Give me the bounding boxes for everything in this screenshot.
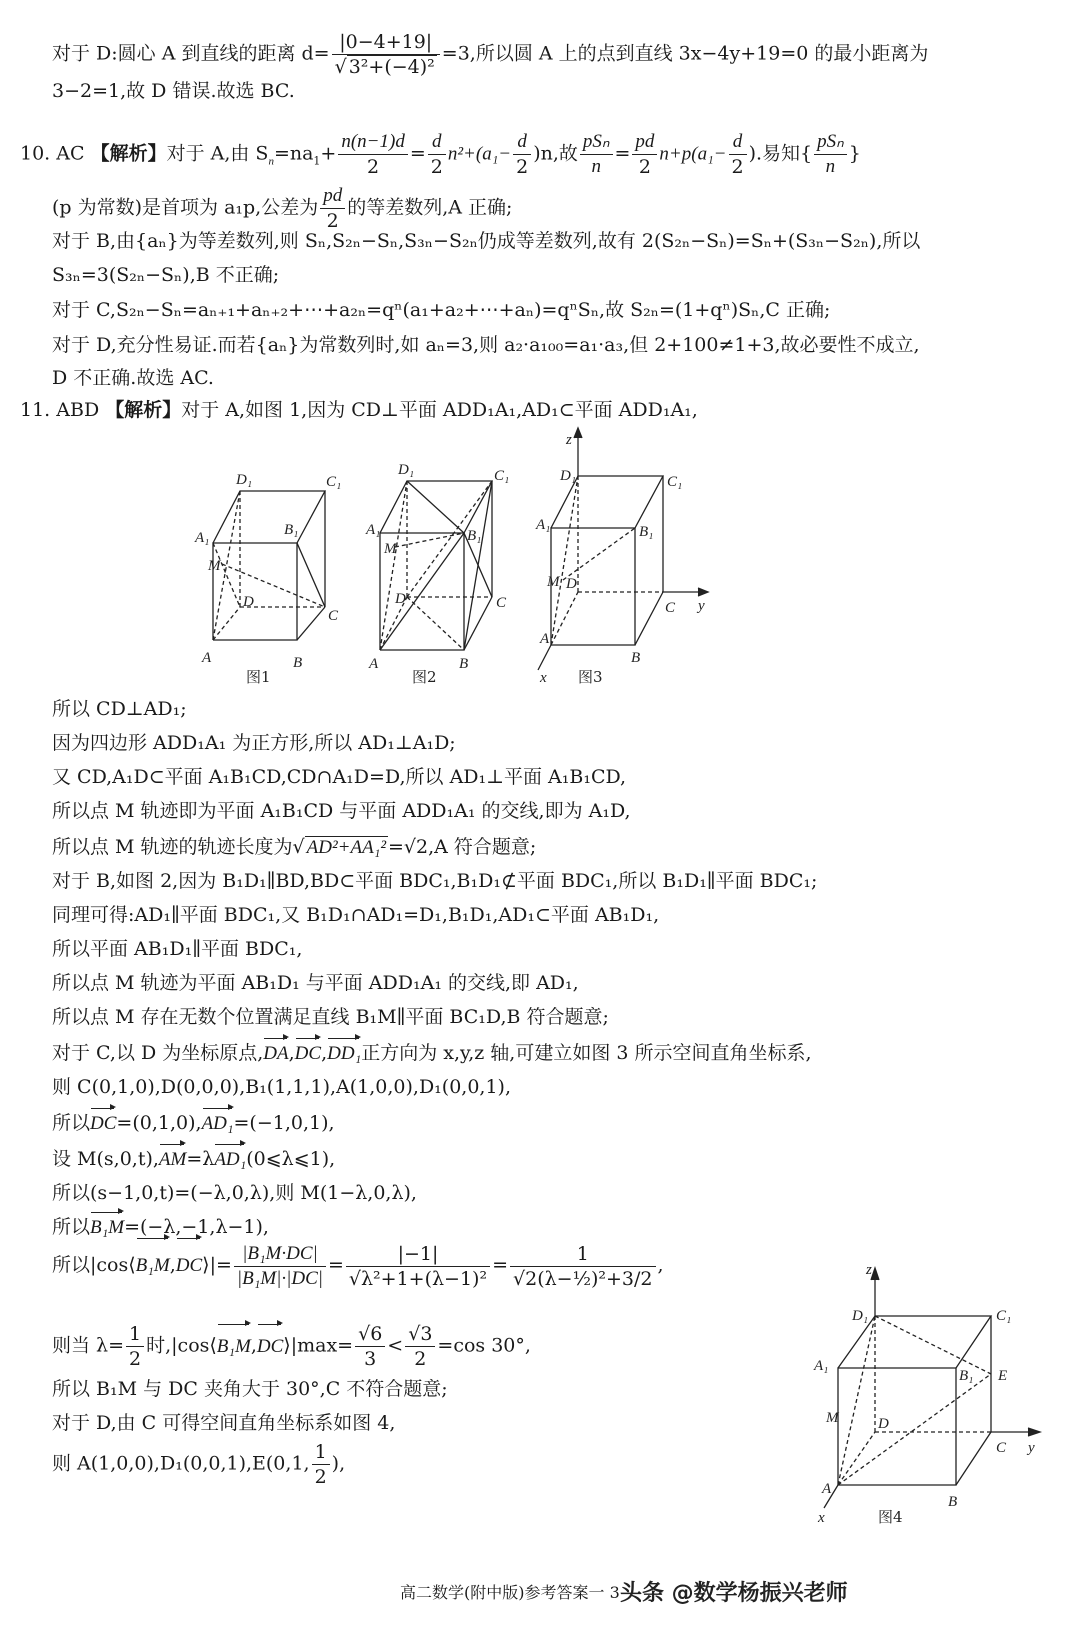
fraction <box>428 130 446 179</box>
text: 所以 <box>52 1216 91 1238</box>
fraction <box>814 130 847 179</box>
text: )n,故 <box>533 142 578 165</box>
text-line: 对于 D,由 C 可得空间直角坐标系如图 4, <box>52 1412 396 1434</box>
analysis-tag: 【解析】 <box>105 399 182 421</box>
label-m: M <box>208 558 221 574</box>
cube-figure-1 <box>213 491 325 640</box>
fraction <box>126 1322 144 1371</box>
text: =(0,1,0), <box>116 1112 202 1134</box>
text-line: 又 CD,A₁D⊂平面 A₁B₁CD,CD∩A₁D=D,所以 AD₁⊥平面 A₁B₁CD, <box>52 766 627 788</box>
text: 所以点 M 轨迹的轨迹长度为√ <box>52 836 305 858</box>
label-c1: C₁ <box>667 474 683 490</box>
vector: DC <box>176 1241 202 1291</box>
denominator: √ 3²+(−4)² <box>334 56 435 78</box>
text: 对于 C,以 D 为坐标原点, <box>52 1042 264 1064</box>
label-d: D <box>566 576 577 592</box>
numerator: d <box>428 130 446 155</box>
label-b: B <box>293 655 303 671</box>
figures-1-3 <box>180 420 900 695</box>
label-a: A <box>822 1481 832 1497</box>
text: 的等差数列,A 正确; <box>347 196 513 219</box>
page-footer <box>0 1580 1080 1610</box>
numerator: |B₁M·DC| <box>234 1242 326 1267</box>
fraction <box>405 1322 435 1371</box>
text: 则当 λ= <box>52 1334 125 1357</box>
label-a: A <box>540 631 550 647</box>
text: =(−λ,−1,λ−1), <box>124 1216 269 1238</box>
denominator: 2 <box>731 156 744 178</box>
text: 正方向为 x,y,z 轴,可建立如图 3 所示空间直角坐标系, <box>361 1042 812 1064</box>
label-a1: A₁ <box>536 517 551 533</box>
text: 则 A(1,0,0),D₁(0,0,1),E(0,1, <box>52 1452 310 1475</box>
text: ), <box>331 1452 346 1475</box>
label-z: z <box>566 432 572 448</box>
label-a1: A₁ <box>366 522 381 538</box>
text-line: 对于 D,充分性易证.而若{aₙ}为常数列时,如 aₙ=3,则 a₂·a₁₀₀=a₁·a₃,但 2+100≠1+3,故必要性不成立, <box>52 334 920 356</box>
fraction <box>355 1322 385 1371</box>
question-number: 10. AC <box>20 142 85 165</box>
text: =cos 30°, <box>437 1334 531 1357</box>
text: =(−1,0,1), <box>233 1112 335 1134</box>
cube-figure-2 <box>380 481 492 650</box>
vector: B₁M <box>90 1215 124 1241</box>
label-m: M <box>384 541 397 557</box>
text-line <box>52 1110 335 1137</box>
numerator: 1 <box>312 1440 330 1465</box>
numerator: pSₙ <box>814 130 847 155</box>
label-b1: B₁ <box>284 522 299 538</box>
label-b: B <box>459 656 469 672</box>
text: (p 为常数)是首项为 a₁p,公差为 <box>52 196 319 219</box>
vector: B₁M <box>217 1327 251 1367</box>
text: (0⩽λ⩽1), <box>246 1148 336 1170</box>
fraction <box>320 184 345 233</box>
question-10: 10. AC 【解析】对于 A,由 $S_n=na_1+$ $\frac{n(n-1)d}{2}$ = $\frac{d}{2}$ n²+(a₁− $\frac{d}{2}$ )n,故 $\frac{\text{pSₙ}}{n}$ = $\frac{pd}{2}$ n+p(a₁− $\frac{d}{2}$ ).易知{ $\frac{\text{pSₙ}}{n}$ } <box>20 131 861 178</box>
text: =λ <box>186 1148 215 1170</box>
text-line: 所以 CD⊥AD₁; <box>52 698 187 720</box>
figure-labels <box>813 1262 1035 1526</box>
text-line <box>52 30 928 79</box>
text-line <box>52 1146 335 1173</box>
fraction <box>338 130 407 179</box>
text: } <box>848 142 861 165</box>
figure-caption: 图3 <box>578 668 603 686</box>
question-number: 11. ABD <box>20 399 100 421</box>
radicand: AD²+AA₁² <box>306 837 387 858</box>
label-a1: A₁ <box>195 530 210 546</box>
denominator: 2 <box>129 1348 142 1370</box>
label-d1: D₁ <box>852 1308 869 1324</box>
denominator: 2 <box>414 1348 427 1370</box>
text: < <box>387 1334 404 1357</box>
text: ).易知{ <box>748 142 813 165</box>
text: =na <box>273 142 314 165</box>
text-line: 所以点 M 存在无数个位置满足直线 B₁M∥平面 BC₁D,B 符合题意; <box>52 1006 609 1028</box>
fraction <box>234 1242 326 1291</box>
label-z: z <box>866 1262 872 1278</box>
text-line: 所以点 M 轨迹为平面 AB₁D₁ 与平面 ADD₁A₁ 的交线,即 AD₁, <box>52 972 579 994</box>
radicand: 3²+(−4)² <box>348 56 435 78</box>
text: 设 M(s,0,t), <box>52 1148 159 1170</box>
numerator: 1 <box>510 1242 656 1267</box>
denominator: 3 <box>364 1348 377 1370</box>
vector: DC <box>90 1111 116 1137</box>
text-line: 则当 λ= $\frac{1}{2}$ 时,|cos⟨B₁M,DC⟩|max= $\frac{√6}{3}$ < $\frac{√3}{2}$ =cos 30°, <box>52 1323 531 1370</box>
denominator: |B₁M|·|DC| <box>236 1267 323 1289</box>
label-c: C <box>996 1440 1007 1456</box>
denominator: 2 <box>516 156 529 178</box>
label-d: D <box>395 591 406 607</box>
label-d: D <box>243 594 254 610</box>
cube-figure-4 <box>824 1268 1040 1508</box>
text: n+p(a₁− <box>659 143 727 165</box>
text-line: 所以平面 AB₁D₁∥平面 BDC₁, <box>52 938 303 960</box>
text: 时,|cos⟨ <box>146 1334 217 1357</box>
vector: B₁M <box>136 1241 170 1291</box>
text: ⟩|= <box>202 1254 232 1276</box>
watermark: 头条 @数学杨振兴老师 <box>620 1581 848 1606</box>
text-line: 同理可得:AD₁∥平面 BDC₁,又 B₁D₁∩AD₁=D₁,B₁D₁,AD₁⊂平面 AB₁D₁, <box>52 904 660 926</box>
figure-caption: 图1 <box>246 668 271 686</box>
denominator: n <box>591 156 601 177</box>
figure-4 <box>808 1250 1068 1540</box>
label-x: x <box>818 1510 825 1526</box>
label-y: y <box>698 598 705 614</box>
figure-labels <box>194 432 705 686</box>
text-line: 所以点 M 轨迹即为平面 A₁B₁CD 与平面 ADD₁A₁ 的交线,即为 A₁D, <box>52 800 631 822</box>
numerator: d <box>513 130 531 155</box>
numerator: pd <box>320 184 345 209</box>
fraction <box>729 130 747 179</box>
figure-caption: 图2 <box>412 668 437 686</box>
numerator: |−1| <box>346 1242 490 1267</box>
text-line: D 不正确.故选 AC. <box>52 367 214 389</box>
fraction <box>510 1242 656 1291</box>
text: 所以|cos⟨ <box>52 1254 136 1276</box>
fraction <box>632 130 657 179</box>
text: =3,所以圆 A 上的点到直线 3x−4y+19=0 的最小距离为 <box>441 42 929 65</box>
text-line: 所以|cos⟨B₁M,DC⟩|= $\frac{\text{|B₁M·DC|}}{\text{|B₁M|·|DC|}}$ = $\frac{|-1|}{\text{√λ²+1+(λ−1)²}}$ = $\frac{1}{\text{√2(λ−½)²+3/2}}$ , <box>52 1242 664 1290</box>
text: =√2,A 符合题意; <box>388 836 537 858</box>
vector: DA <box>263 1041 288 1067</box>
label-c1: C₁ <box>996 1308 1012 1324</box>
figure-caption: 图4 <box>878 1508 903 1526</box>
label-c: C <box>665 600 676 616</box>
fraction <box>312 1440 330 1489</box>
text-line: 对于 B,由{aₙ}为等差数列,则 Sₙ,S₂ₙ−Sₙ,S₃ₙ−S₂ₙ仍成等差数列,故有 2(S₂ₙ−Sₙ)=Sₙ+(S₃ₙ−S₂ₙ),所以 <box>52 230 921 252</box>
denominator: n <box>825 156 836 177</box>
denominator: √λ²+1+(λ−1)² <box>348 1267 488 1290</box>
cube-figure-3 <box>538 428 708 670</box>
vector: DC <box>257 1327 283 1367</box>
label-d1: D₁ <box>560 468 577 484</box>
label-d1: D₁ <box>398 462 415 478</box>
denominator: 2 <box>430 156 443 178</box>
text-line: 所以(s−1,0,t)=(−λ,0,λ),则 M(1−λ,0,λ), <box>52 1182 417 1204</box>
label-c1: C₁ <box>494 468 510 484</box>
numerator: √3 <box>405 1322 435 1347</box>
label-b1: B₁ <box>959 1368 974 1384</box>
text: + <box>320 142 337 165</box>
label-e: E <box>998 1368 1008 1384</box>
denominator: 2 <box>367 156 380 178</box>
numerator: 1 <box>126 1322 144 1347</box>
label-c: C <box>496 595 507 611</box>
fraction <box>513 130 531 179</box>
analysis-tag: 【解析】 <box>90 142 167 165</box>
text-line <box>52 184 512 233</box>
fraction <box>580 130 613 179</box>
text-line: 因为四边形 ADD₁A₁ 为正方形,所以 AD₁⊥A₁D; <box>52 732 456 754</box>
text-line: 对于 C,S₂ₙ−Sₙ=aₙ₊₁+aₙ₊₂+⋯+a₂ₙ=qⁿ(a₁+a₂+⋯+aₙ)=qⁿSₙ,故 S₂ₙ=(1+qⁿ)Sₙ,C 正确; <box>52 299 831 321</box>
text: 对于 A,如图 1,因为 CD⊥平面 ADD₁A₁,AD₁⊂平面 ADD₁A₁, <box>181 399 698 421</box>
label-x: x <box>540 670 547 686</box>
label-b: B <box>631 650 641 666</box>
text: n²+(a₁− <box>447 143 512 165</box>
denominator: √2(λ−½)²+3/2 <box>513 1267 653 1290</box>
text-line <box>52 1214 269 1241</box>
label-b1: B₁ <box>639 524 654 540</box>
numerator: pSₙ <box>580 130 613 155</box>
label-a1: A₁ <box>814 1358 829 1374</box>
label-m: M <box>547 574 560 590</box>
label-m: M <box>826 1410 839 1426</box>
label-a: A <box>202 650 212 666</box>
text-line: 则 C(0,1,0),D(0,0,0),B₁(1,1,1),A(1,0,0),D₁(0,0,1), <box>52 1076 512 1098</box>
denominator: 2 <box>314 1466 327 1488</box>
vector: DD₁ <box>327 1041 361 1067</box>
text: 对于 D:圆心 A 到直线的距离 d= <box>52 42 330 65</box>
text: , <box>657 1254 664 1276</box>
text-line: 所以 B₁M 与 DC 夹角大于 30°,C 不符合题意; <box>52 1378 448 1400</box>
text-line <box>52 1440 345 1489</box>
vector: AD₁ <box>202 1111 234 1137</box>
numerator: √6 <box>355 1322 385 1347</box>
fraction <box>346 1242 490 1291</box>
vector: AM <box>159 1147 186 1173</box>
vector: DC <box>295 1041 321 1067</box>
text-line: 3−2=1,故 D 错误.故选 BC. <box>52 80 295 102</box>
label-d: D <box>878 1416 889 1432</box>
denominator: 2 <box>638 156 651 178</box>
text: 所以 <box>52 1112 91 1134</box>
text: 对于 A,由 S <box>166 142 269 165</box>
text-line: 对于 B,如图 2,因为 B₁D₁∥BD,BD⊂平面 BDC₁,B₁D₁⊄平面 BDC₁,所以 B₁D₁∥平面 BDC₁; <box>52 870 818 892</box>
label-c: C <box>328 608 339 624</box>
label-c1: C₁ <box>326 474 342 490</box>
label-a: A <box>369 656 379 672</box>
numerator: n(n−1)d <box>338 130 407 155</box>
label-y: y <box>1028 1440 1035 1456</box>
label-d1: D₁ <box>236 472 253 488</box>
numerator: pd <box>632 130 657 155</box>
numerator: d <box>729 130 747 155</box>
text-line: S₃ₙ=3(S₂ₙ−Sₙ),B 不正确; <box>52 264 280 286</box>
vector: AD₁ <box>214 1147 246 1173</box>
text-line <box>52 834 536 861</box>
label-b: B <box>948 1494 958 1510</box>
fraction <box>332 30 440 79</box>
numerator: |0−4+19| <box>332 30 440 55</box>
label-b1: B₁ <box>467 528 482 544</box>
text: ⟩|max= <box>283 1334 354 1357</box>
denominator: 2 <box>326 210 339 232</box>
page-number: 高二数学(附中版)参考答案一 3 <box>400 1583 620 1602</box>
text-line: 对于 C,以 D 为坐标原点,DA,DC,DD₁正方向为 x,y,z 轴,可建立如图 3 所示空间直角坐标系, <box>52 1040 812 1067</box>
